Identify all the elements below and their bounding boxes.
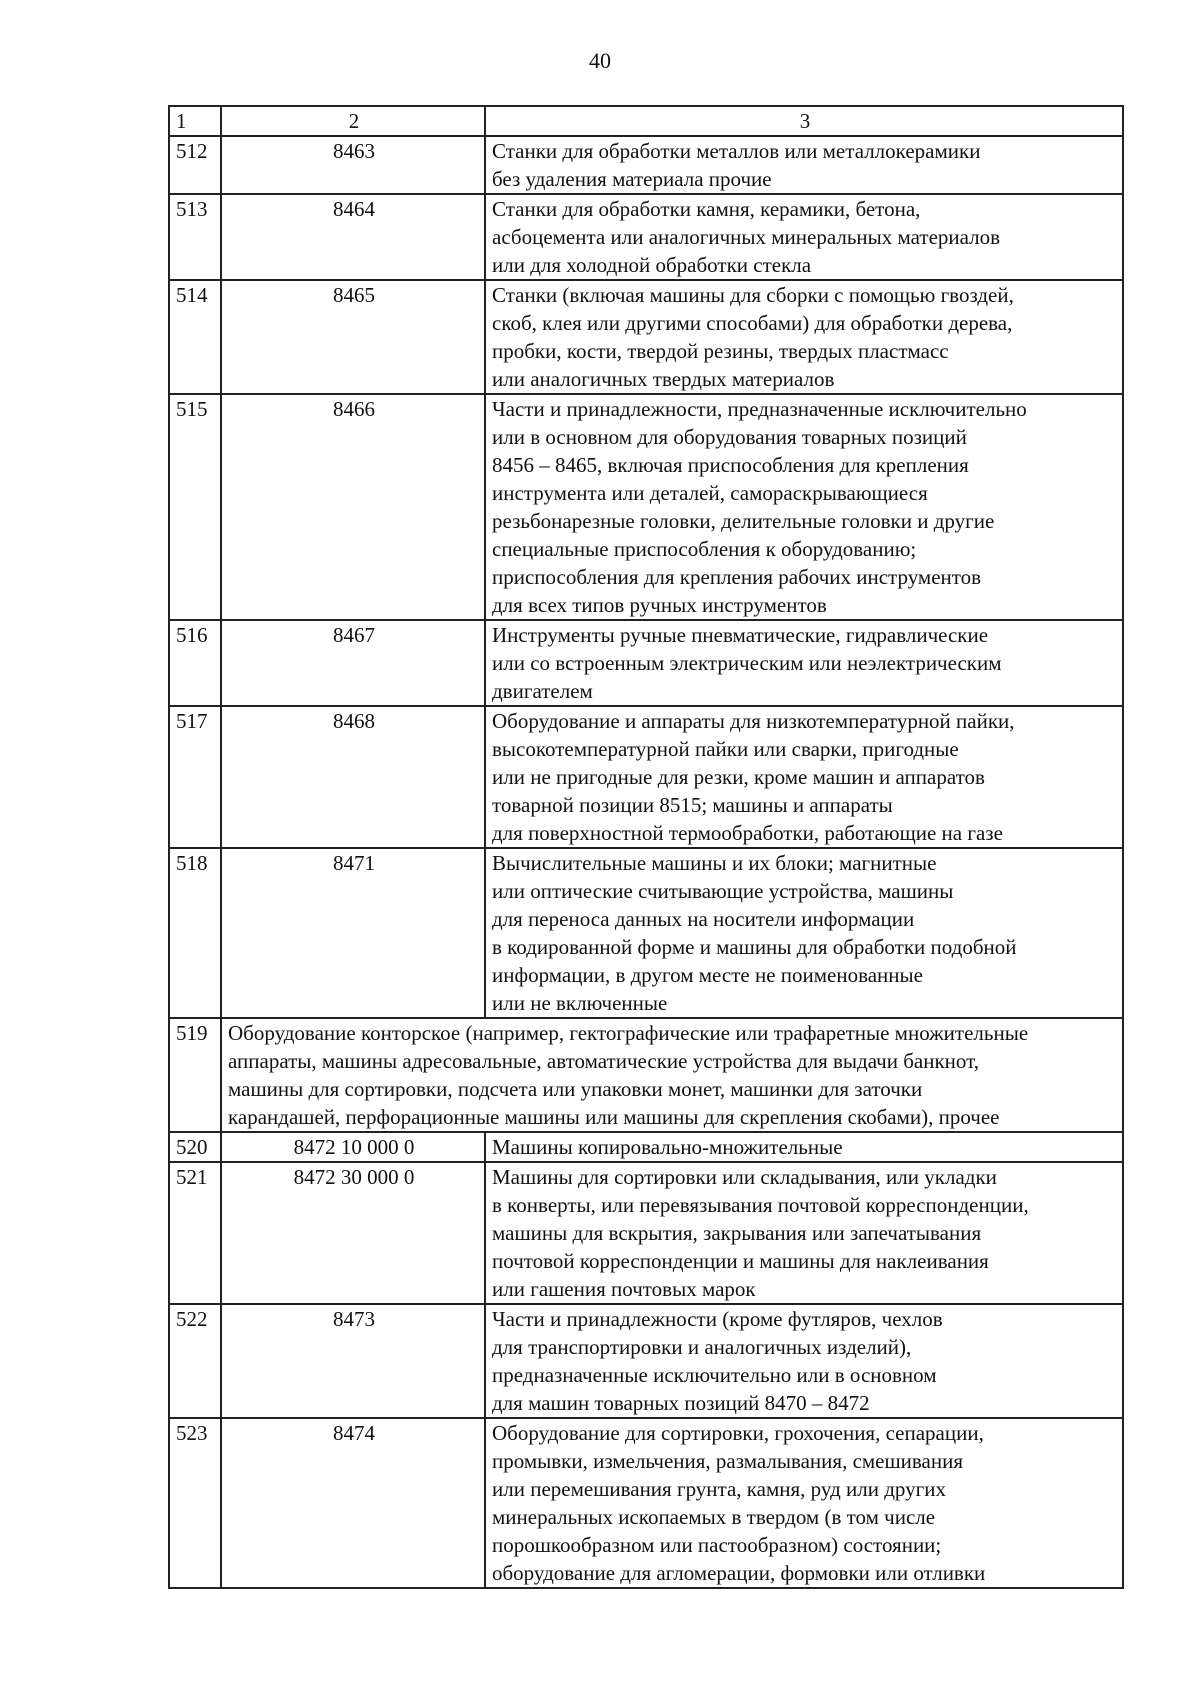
row-number: 519 <box>169 1018 221 1132</box>
row-code: 8471 <box>221 848 485 1018</box>
row-code: 8472 30 000 0 <box>221 1162 485 1304</box>
table-row <box>169 1018 1123 1132</box>
row-number: 514 <box>169 280 221 394</box>
row-number: 516 <box>169 620 221 706</box>
row-number: 515 <box>169 394 221 620</box>
table-row <box>169 1304 1123 1418</box>
table-row <box>169 394 1123 620</box>
row-code: 8465 <box>221 280 485 394</box>
table-row <box>169 1418 1123 1588</box>
table-row <box>169 194 1123 280</box>
row-description: Оборудование и аппараты для низкотемпературной пайки, высокотемпературной пайки или сварки, пригодные или не пригодные для резки, кроме машин и аппаратов товарной позиции 8515; машины и аппараты для поверхностной термообработки, работающие на газе <box>485 706 1123 848</box>
row-description: Машины для сортировки или складывания, или укладки в конверты, или перевязывания почтовой корреспонденции, машины для вскрытия, закрывания или запечатывания почтовой корреспонденции и машины для наклеивания или гашения почтовых марок <box>485 1162 1123 1304</box>
row-code: 8467 <box>221 620 485 706</box>
column-header-number: 1 <box>169 106 221 136</box>
row-code: 8472 10 000 0 <box>221 1132 485 1162</box>
table-row <box>169 280 1123 394</box>
column-header-description: 3 <box>485 106 1123 136</box>
table-row <box>169 620 1123 706</box>
row-description: Станки для обработки металлов или металлокерамики без удаления материала прочие <box>485 136 1123 194</box>
row-description: Станки (включая машины для сборки с помощью гвоздей, скоб, клея или другими способами) для обработки дерева, пробки, кости, твердой резины, твердых пластмасс или аналогичных твердых материалов <box>485 280 1123 394</box>
row-description: Части и принадлежности (кроме футляров, чехлов для транспортировки и аналогичных изделий), предназначенные исключительно или в основном для машин товарных позиций 8470 – 8472 <box>485 1304 1123 1418</box>
row-description: Оборудование для сортировки, грохочения, сепарации, промывки, измельчения, размалывания, смешивания или перемешивания грунта, камня, руд или других минеральных ископаемых в твердом (в том числе порошкообразном или пастообразном) состоянии; оборудование для агломерации, формовки или отливки <box>485 1418 1123 1588</box>
row-number: 512 <box>169 136 221 194</box>
column-header-code: 2 <box>221 106 485 136</box>
row-number: 513 <box>169 194 221 280</box>
row-code: 8463 <box>221 136 485 194</box>
row-description: Станки для обработки камня, керамики, бетона, асбоцемента или аналогичных минеральных материалов или для холодной обработки стекла <box>485 194 1123 280</box>
row-number: 520 <box>169 1132 221 1162</box>
row-number: 518 <box>169 848 221 1018</box>
row-code: 8474 <box>221 1418 485 1588</box>
row-number: 521 <box>169 1162 221 1304</box>
table-row <box>169 1162 1123 1304</box>
table-row <box>169 1132 1123 1162</box>
row-code: 8464 <box>221 194 485 280</box>
row-description: Вычислительные машины и их блоки; магнитные или оптические считывающие устройства, машины для переноса данных на носители информации в кодированной форме и машины для обработки подобной информации, в другом месте не поименованные или не включенные <box>485 848 1123 1018</box>
row-description: Машины копировально-множительные <box>485 1132 1123 1162</box>
row-description: Инструменты ручные пневматические, гидравлические или со встроенным электрическим или неэлектрическим двигателем <box>485 620 1123 706</box>
table-row <box>169 706 1123 848</box>
row-number: 523 <box>169 1418 221 1588</box>
row-spanning-description: Оборудование конторское (например, гектографические или трафаретные множительные аппараты, машины адресовальные, автоматические устройства для выдачи банкнот, машины для сортировки, подсчета или упаковки монет, машинки для заточки карандашей, перфорационные машины или машины для скрепления скобами), прочее <box>221 1018 1123 1132</box>
classification-table <box>168 105 1124 1589</box>
row-description: Части и принадлежности, предназначенные исключительно или в основном для оборудования товарных позиций 8456 – 8465, включая приспособления для крепления инструмента или деталей, самораскрывающиеся резьбонарезные головки, делительные головки и другие специальные приспособления к оборудованию; приспособления для крепления рабочих инструментов для всех типов ручных инструментов <box>485 394 1123 620</box>
row-code: 8466 <box>221 394 485 620</box>
table-header-row <box>169 106 1123 136</box>
row-code: 8468 <box>221 706 485 848</box>
page-number: 40 <box>589 48 611 73</box>
row-number: 522 <box>169 1304 221 1418</box>
row-code: 8473 <box>221 1304 485 1418</box>
table-row <box>169 136 1123 194</box>
row-number: 517 <box>169 706 221 848</box>
table-row <box>169 848 1123 1018</box>
